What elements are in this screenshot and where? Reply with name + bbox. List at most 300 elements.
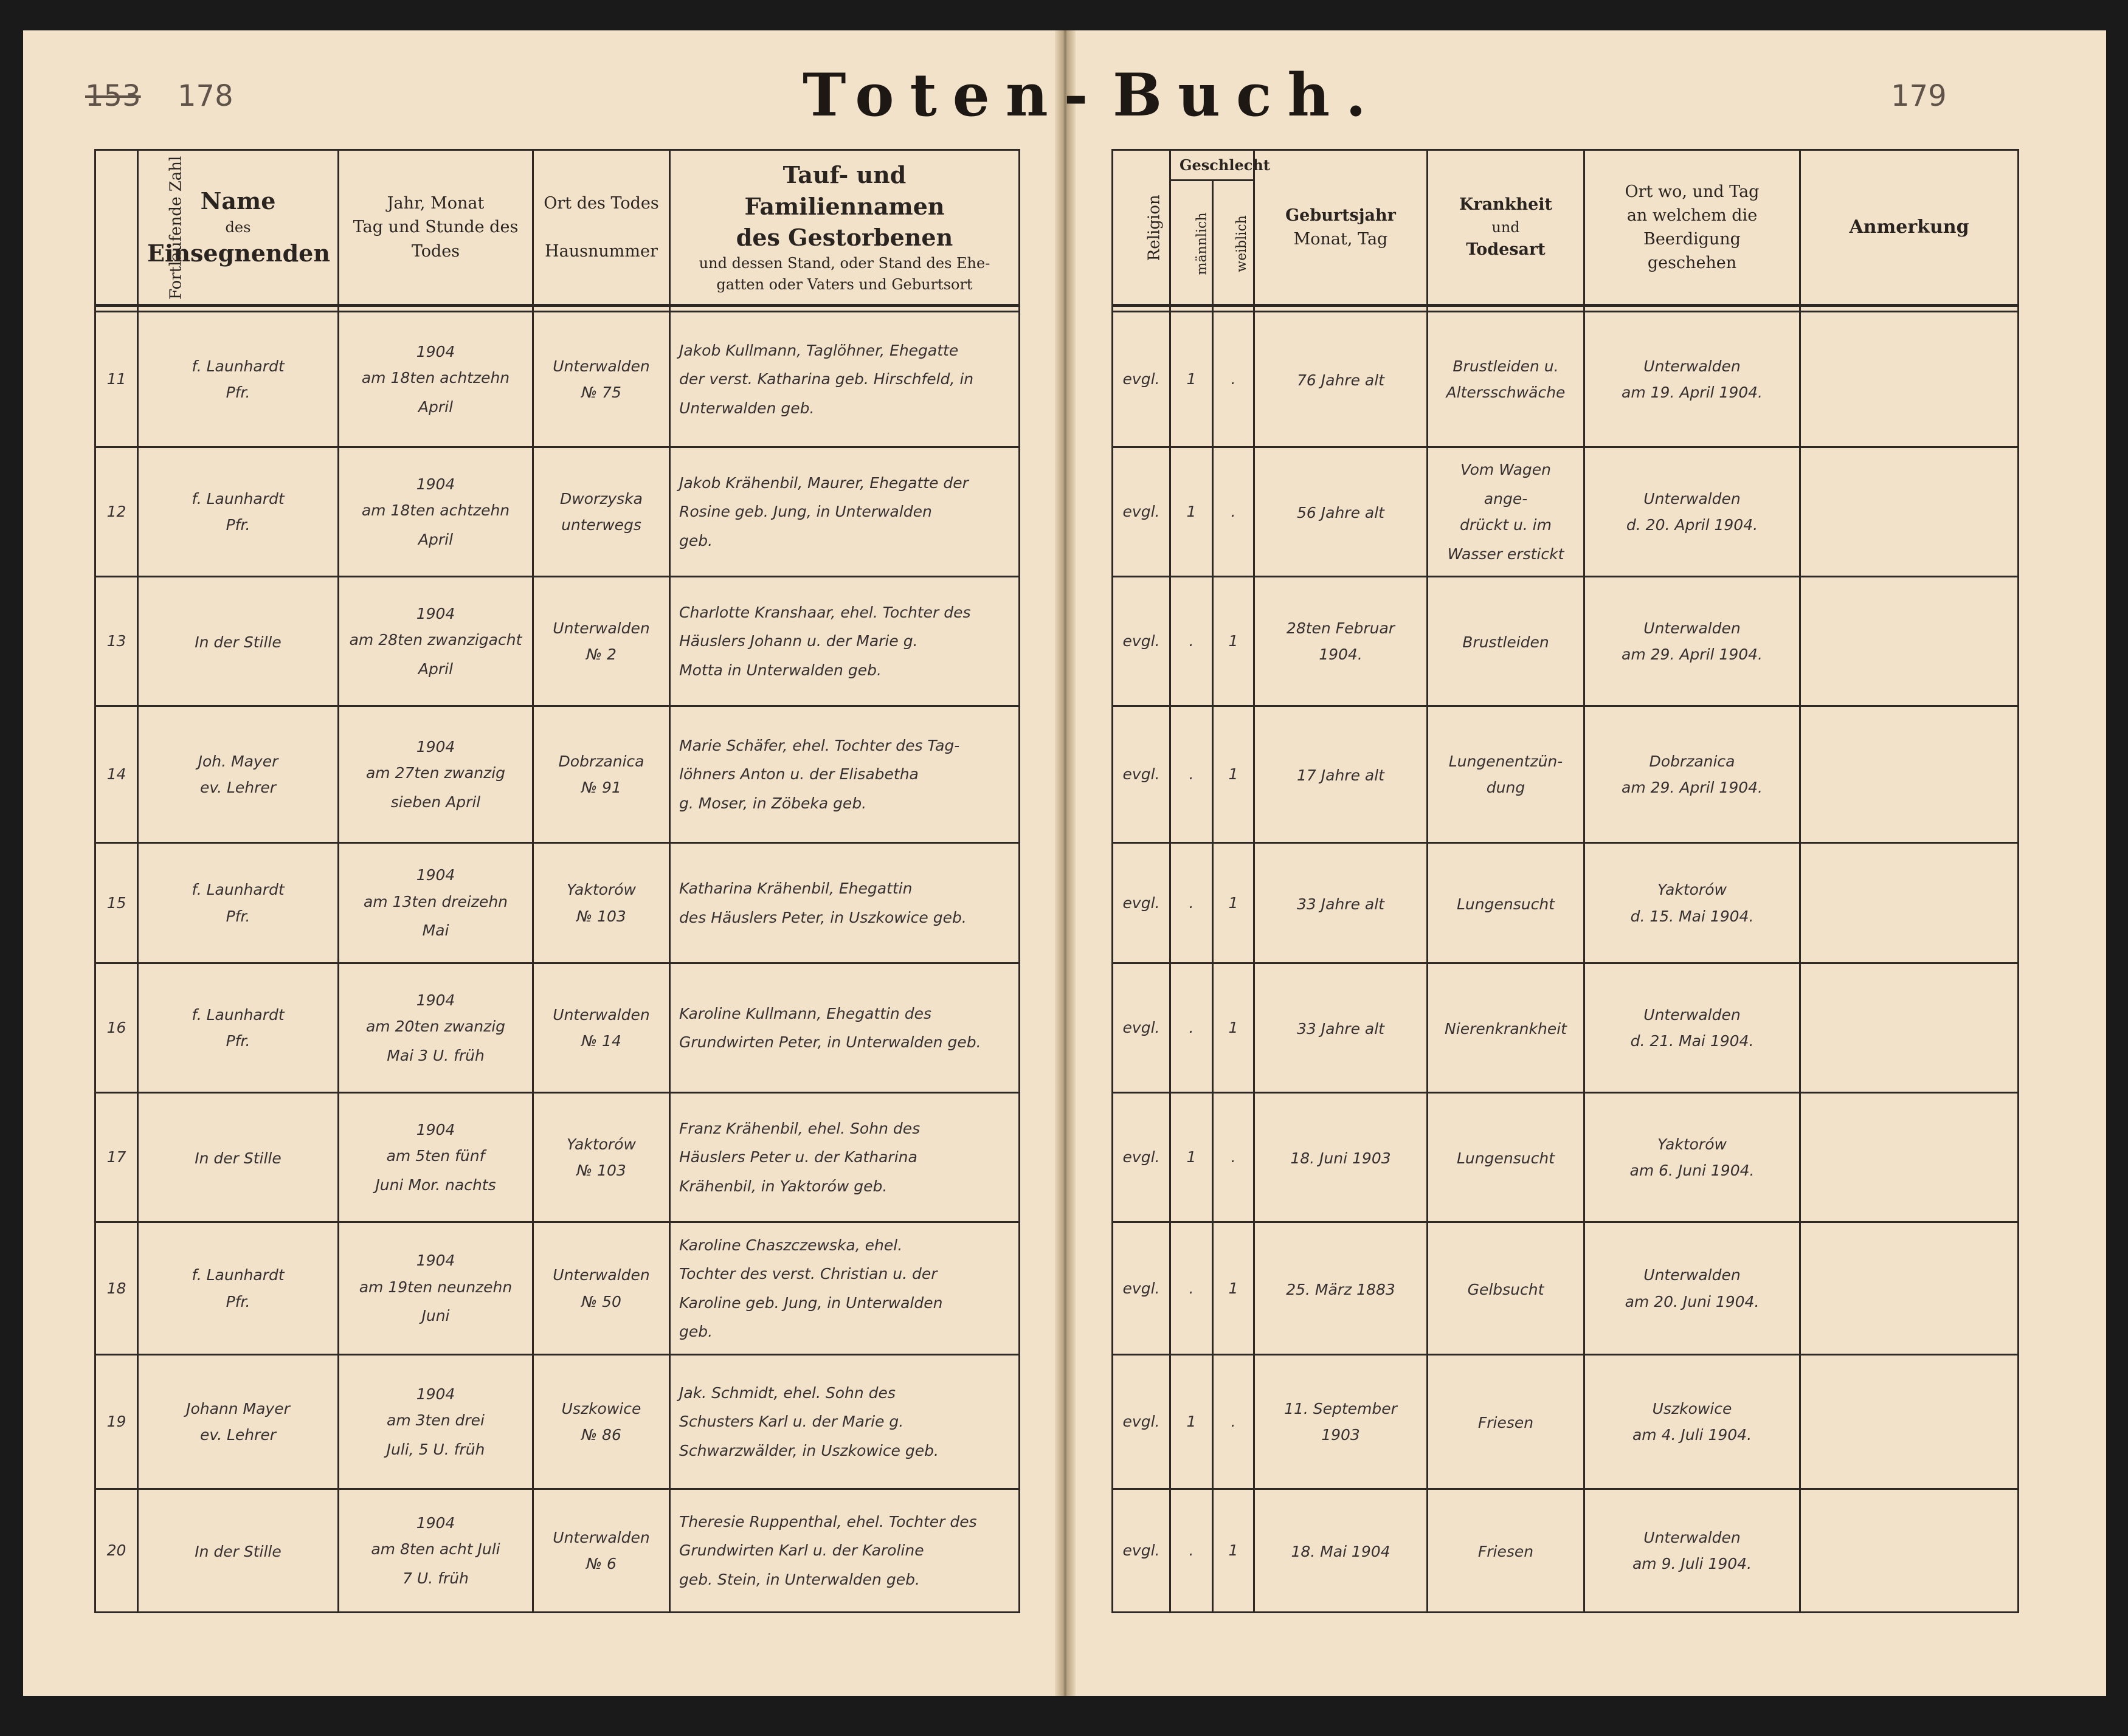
text-line: f. Launhardt bbox=[192, 489, 285, 508]
text-line: am 19ten neunzehn bbox=[359, 1278, 513, 1296]
text-line: sieben April bbox=[390, 793, 481, 811]
cell-religion: evgl. bbox=[1113, 706, 1170, 843]
cell-death-date bbox=[339, 706, 533, 843]
cell-male: . bbox=[1170, 1222, 1213, 1355]
text-line: Schwarzwälder, in Uszkowice geb. bbox=[679, 1441, 939, 1459]
header-male: männlich bbox=[1170, 180, 1213, 305]
text-line: № 14 bbox=[581, 1032, 621, 1050]
text-line: 33 Jahre alt bbox=[1297, 1020, 1384, 1038]
death-year: 1904 bbox=[416, 1120, 455, 1138]
left-page-number: 178 bbox=[178, 79, 233, 113]
text-line: Unterwalden bbox=[1643, 357, 1741, 375]
text-line: am 18ten achtzehn bbox=[361, 501, 510, 520]
header-sex: Geschlecht bbox=[1170, 150, 1254, 181]
cell-running-number: 12 bbox=[95, 447, 138, 577]
cell-burial bbox=[1584, 1355, 1800, 1489]
text-line: am 4. Juli 1904. bbox=[1632, 1426, 1752, 1444]
cell-death-date bbox=[339, 312, 533, 447]
text-line: am 8ten acht Juli bbox=[371, 1540, 500, 1559]
cell-death-date bbox=[339, 1222, 533, 1355]
death-year: 1904 bbox=[416, 1514, 455, 1532]
text-line: Lungensucht bbox=[1457, 895, 1555, 913]
cell-running-number: 13 bbox=[95, 577, 138, 706]
death-year: 1904 bbox=[416, 1385, 455, 1403]
text-line: Pfr. bbox=[226, 384, 250, 401]
text-line: № 50 bbox=[581, 1292, 621, 1311]
text-line: Grundwirten Peter, in Unterwalden geb. bbox=[679, 1033, 981, 1051]
cell-burial bbox=[1584, 1093, 1800, 1222]
text-line: 76 Jahre alt bbox=[1297, 371, 1384, 390]
text-line: Brustleiden u. bbox=[1453, 357, 1559, 375]
cell-death-place bbox=[533, 1355, 670, 1489]
cell-female: 1 bbox=[1213, 577, 1254, 706]
table-row bbox=[1113, 577, 2019, 706]
cell-female: . bbox=[1213, 1093, 1254, 1222]
cell-running-number: 18 bbox=[95, 1222, 138, 1355]
cell-birth bbox=[1254, 706, 1428, 843]
text-line: Unterwalden bbox=[1643, 1528, 1741, 1546]
cell-death-place bbox=[533, 1093, 670, 1222]
cell-illness bbox=[1428, 963, 1584, 1093]
cell-death-date bbox=[339, 447, 533, 577]
text-line: geb. bbox=[679, 1323, 713, 1340]
cell-running-number: 17 bbox=[95, 1093, 138, 1222]
cell-death-date bbox=[339, 1489, 533, 1613]
cell-birth bbox=[1254, 312, 1428, 447]
text-line: f. Launhardt bbox=[192, 357, 285, 375]
cell-female: . bbox=[1213, 447, 1254, 577]
text-line: Joh. Mayer bbox=[198, 752, 278, 770]
cell-death-place bbox=[533, 706, 670, 843]
text-line: Unterwalden bbox=[1643, 1005, 1741, 1024]
cell-officiant bbox=[138, 1355, 339, 1489]
text-line: Yaktorów bbox=[567, 1135, 636, 1153]
text-line: am 18ten achtzehn bbox=[361, 369, 510, 387]
text-line: Motta in Unterwalden geb. bbox=[679, 661, 882, 679]
cell-religion: evgl. bbox=[1113, 1222, 1170, 1355]
text-line: Theresie Ruppenthal, ehel. Tochter des bbox=[679, 1512, 977, 1531]
cell-officiant bbox=[138, 706, 339, 843]
text-line: der verst. Katharina geb. Hirschfeld, in bbox=[679, 370, 974, 388]
cell-remark bbox=[1800, 447, 2019, 577]
text-line: Marie Schäfer, ehel. Tochter des Tag- bbox=[679, 736, 960, 754]
text-line: Grundwirten Karl u. der Karoline bbox=[679, 1541, 924, 1560]
cell-male: 1 bbox=[1170, 312, 1213, 447]
cell-death-date bbox=[339, 1355, 533, 1489]
text-line: Lungensucht bbox=[1457, 1149, 1555, 1168]
text-line: Altersschwäche bbox=[1446, 384, 1566, 401]
cell-burial bbox=[1584, 1489, 1800, 1613]
text-line: am 27ten zwanzig bbox=[365, 764, 506, 782]
table-row bbox=[95, 447, 1020, 577]
text-line: Uszkowice bbox=[561, 1399, 641, 1417]
header-birth: Geburtsjahr Monat, Tag bbox=[1254, 150, 1428, 306]
text-line: Franz Krähenbil, ehel. Sohn des bbox=[679, 1119, 921, 1137]
text-line: Juni bbox=[421, 1307, 450, 1325]
title-left: Toten- bbox=[803, 61, 1104, 129]
cell-female: 1 bbox=[1213, 706, 1254, 843]
right-page-number: 179 bbox=[1891, 79, 1947, 113]
text-line: Unterwalden bbox=[1643, 619, 1741, 637]
text-line: 18. Juni 1903 bbox=[1290, 1149, 1391, 1168]
cell-illness bbox=[1428, 843, 1584, 963]
cell-illness bbox=[1428, 1222, 1584, 1355]
text-line: am 28ten zwanzigacht bbox=[349, 631, 522, 649]
death-year: 1904 bbox=[416, 1252, 455, 1270]
cell-religion: evgl. bbox=[1113, 1355, 1170, 1489]
text-line: Karoline Chaszczewska, ehel. bbox=[679, 1236, 903, 1254]
header-religion: Religion bbox=[1113, 150, 1170, 306]
cell-burial bbox=[1584, 312, 1800, 447]
cell-birth bbox=[1254, 1222, 1428, 1355]
cell-birth bbox=[1254, 963, 1428, 1093]
text-line: d. 21. Mai 1904. bbox=[1630, 1032, 1754, 1050]
header-death-date: Jahr, Monat Tag und Stunde des Todes bbox=[339, 150, 533, 306]
text-line: № 6 bbox=[586, 1555, 617, 1572]
cell-female: 1 bbox=[1213, 843, 1254, 963]
text-line: Friesen bbox=[1477, 1543, 1534, 1561]
cell-female: . bbox=[1213, 1355, 1254, 1489]
text-line: Unterwalden bbox=[553, 1005, 650, 1024]
text-line: f. Launhardt bbox=[192, 881, 285, 898]
cell-religion: evgl. bbox=[1113, 963, 1170, 1093]
text-line: Pfr. bbox=[226, 516, 250, 534]
cell-death-place bbox=[533, 1222, 670, 1355]
struck-page-number: 153 bbox=[85, 79, 141, 113]
cell-burial bbox=[1584, 963, 1800, 1093]
cell-burial bbox=[1584, 843, 1800, 963]
death-year: 1904 bbox=[416, 475, 455, 493]
text-line: Katharina Krähenbil, Ehegattin bbox=[679, 880, 913, 897]
text-line: Unterwalden bbox=[1643, 489, 1741, 508]
text-line: ev. Lehrer bbox=[199, 1426, 277, 1444]
cell-officiant bbox=[138, 577, 339, 706]
cell-death-date bbox=[339, 1093, 533, 1222]
text-line: № 103 bbox=[576, 1162, 626, 1179]
cell-officiant bbox=[138, 843, 339, 963]
ledger-right-table bbox=[1111, 149, 2019, 1613]
text-line: Häuslers Johann u. der Marie g. bbox=[679, 632, 918, 650]
ledger-left-table bbox=[94, 149, 1020, 1613]
table-row bbox=[95, 843, 1020, 963]
text-line: 11. September bbox=[1284, 1399, 1397, 1417]
text-line: Uszkowice bbox=[1652, 1399, 1732, 1417]
text-line: In der Stille bbox=[195, 633, 282, 652]
title-right: Buch. bbox=[1113, 61, 1382, 129]
text-line: April bbox=[418, 660, 454, 678]
text-line: Unterwalden bbox=[553, 1528, 650, 1546]
cell-religion: evgl. bbox=[1113, 843, 1170, 963]
cell-running-number: 11 bbox=[95, 312, 138, 447]
text-line: 33 Jahre alt bbox=[1297, 895, 1384, 913]
header-remark: Anmerkung bbox=[1800, 150, 2019, 306]
text-line: d. 15. Mai 1904. bbox=[1630, 907, 1754, 925]
text-line: Jakob Kullmann, Taglöhner, Ehegatte bbox=[679, 341, 959, 359]
text-line: Krähenbil, in Yaktorów geb. bbox=[679, 1177, 888, 1195]
cell-deceased bbox=[670, 312, 1020, 447]
text-line: Unterwalden bbox=[553, 619, 650, 637]
text-line: Juli, 5 U. früh bbox=[386, 1440, 485, 1458]
cell-birth bbox=[1254, 577, 1428, 706]
text-line: am 20ten zwanzig bbox=[365, 1018, 506, 1036]
cell-officiant bbox=[138, 447, 339, 577]
text-line: Karoline geb. Jung, in Unterwalden bbox=[679, 1293, 943, 1312]
cell-officiant bbox=[138, 1093, 339, 1222]
text-line: ev. Lehrer bbox=[199, 779, 277, 796]
cell-running-number: 15 bbox=[95, 843, 138, 963]
cell-deceased bbox=[670, 706, 1020, 843]
text-line: In der Stille bbox=[195, 1149, 282, 1168]
text-line: № 86 bbox=[581, 1426, 621, 1444]
table-row bbox=[1113, 312, 2019, 447]
text-line: g. Moser, in Zöbeka geb. bbox=[679, 794, 867, 812]
text-line: geb. Stein, in Unterwalden geb. bbox=[679, 1570, 920, 1588]
table-row bbox=[95, 1489, 1020, 1613]
cell-deceased bbox=[670, 1222, 1020, 1355]
table-row bbox=[1113, 447, 2019, 577]
table-row bbox=[95, 577, 1020, 706]
cell-officiant bbox=[138, 1222, 339, 1355]
cell-burial bbox=[1584, 577, 1800, 706]
cell-male: . bbox=[1170, 963, 1213, 1093]
cell-remark bbox=[1800, 843, 2019, 963]
table-row bbox=[95, 1222, 1020, 1355]
table-row bbox=[1113, 1093, 2019, 1222]
text-line: d. 20. April 1904. bbox=[1626, 516, 1758, 534]
text-line: Mai 3 U. früh bbox=[387, 1046, 485, 1064]
text-line: Juni Mor. nachts bbox=[375, 1176, 496, 1194]
text-line: Unterwalden bbox=[553, 1266, 650, 1284]
cell-remark bbox=[1800, 1489, 2019, 1613]
text-line: am 19. April 1904. bbox=[1622, 384, 1763, 401]
cell-male: 1 bbox=[1170, 1093, 1213, 1222]
cell-religion: evgl. bbox=[1113, 577, 1170, 706]
text-line: Rosine geb. Jung, in Unterwalden bbox=[679, 503, 932, 521]
text-line: Häuslers Peter u. der Katharina bbox=[679, 1148, 917, 1166]
cell-female: . bbox=[1213, 312, 1254, 447]
header-deceased: Tauf- und Familiennamen des Gestorbenen und dessen Stand, oder Stand des Ehe- gatten oder Vaters und Geburtsort bbox=[670, 150, 1020, 306]
cell-religion: evgl. bbox=[1113, 1489, 1170, 1613]
cell-male: 1 bbox=[1170, 1355, 1213, 1489]
cell-religion: evgl. bbox=[1113, 1093, 1170, 1222]
text-line: April bbox=[418, 398, 454, 416]
book-gutter bbox=[1055, 30, 1076, 1696]
text-line: Nierenkrankheit bbox=[1445, 1020, 1567, 1038]
header-death-place: Ort des Todes Hausnummer bbox=[533, 150, 670, 306]
text-line: Pfr. bbox=[226, 1032, 250, 1050]
cell-deceased bbox=[670, 1355, 1020, 1489]
table-row bbox=[95, 1355, 1020, 1489]
cell-birth bbox=[1254, 1355, 1428, 1489]
cell-male: . bbox=[1170, 577, 1213, 706]
text-line: Schusters Karl u. der Marie g. bbox=[679, 1413, 904, 1431]
text-line: № 2 bbox=[586, 646, 617, 663]
cell-female: 1 bbox=[1213, 1489, 1254, 1613]
cell-male: . bbox=[1170, 843, 1213, 963]
cell-male: . bbox=[1170, 1489, 1213, 1613]
text-line: f. Launhardt bbox=[192, 1266, 285, 1284]
cell-remark bbox=[1800, 577, 2019, 706]
cell-deceased bbox=[670, 1093, 1020, 1222]
death-year: 1904 bbox=[416, 737, 455, 756]
cell-deceased bbox=[670, 843, 1020, 963]
text-line: unterwegs bbox=[561, 516, 641, 534]
death-year: 1904 bbox=[416, 604, 455, 622]
text-line: Unterwalden bbox=[553, 357, 650, 375]
text-line: Dobrzanica bbox=[1649, 752, 1735, 770]
text-line: am 9. Juli 1904. bbox=[1632, 1555, 1752, 1572]
text-line: Yaktorów bbox=[1657, 881, 1727, 898]
cell-running-number: 20 bbox=[95, 1489, 138, 1613]
text-line: Pfr. bbox=[226, 907, 250, 925]
header-burial: Ort wo, und Tag an welchem die Beerdigung geschehen bbox=[1584, 150, 1800, 306]
death-year: 1904 bbox=[416, 866, 455, 884]
cell-officiant bbox=[138, 1489, 339, 1613]
cell-deceased bbox=[670, 1489, 1020, 1613]
cell-illness bbox=[1428, 1355, 1584, 1489]
text-line: Pfr. bbox=[226, 1292, 250, 1311]
cell-remark bbox=[1800, 963, 2019, 1093]
text-line: Yaktorów bbox=[567, 881, 636, 898]
text-line: 25. März 1883 bbox=[1286, 1280, 1395, 1298]
text-line: Unterwalden bbox=[1643, 1266, 1741, 1284]
cell-death-place bbox=[533, 577, 670, 706]
cell-running-number: 16 bbox=[95, 963, 138, 1093]
text-line: Mai bbox=[422, 921, 449, 940]
cell-deceased bbox=[670, 447, 1020, 577]
table-row bbox=[95, 312, 1020, 447]
table-row bbox=[95, 706, 1020, 843]
text-line: am 29. April 1904. bbox=[1622, 646, 1763, 663]
text-line: Vom Wagen ange- bbox=[1460, 461, 1551, 508]
text-line: 18. Mai 1904 bbox=[1291, 1543, 1390, 1561]
cell-birth bbox=[1254, 1093, 1428, 1222]
text-line: Lungenentzün- bbox=[1448, 752, 1563, 770]
text-line: Gelbsucht bbox=[1467, 1280, 1544, 1298]
text-line: geb. bbox=[679, 531, 713, 549]
cell-remark bbox=[1800, 1355, 2019, 1489]
header-illness: Krankheit und Todesart bbox=[1428, 150, 1584, 306]
header-female: weiblich bbox=[1213, 180, 1254, 305]
cell-burial bbox=[1584, 1222, 1800, 1355]
text-line: 28ten Februar bbox=[1286, 619, 1395, 637]
table-row bbox=[1113, 1355, 2019, 1489]
text-line: am 20. Juni 1904. bbox=[1625, 1292, 1760, 1311]
text-line: Tochter des verst. Christian u. der bbox=[679, 1265, 938, 1283]
text-line: Yaktorów bbox=[1657, 1135, 1727, 1153]
cell-death-place bbox=[533, 963, 670, 1093]
cell-illness bbox=[1428, 1489, 1584, 1613]
table-row bbox=[1113, 843, 2019, 963]
cell-deceased bbox=[670, 963, 1020, 1093]
cell-remark bbox=[1800, 706, 2019, 843]
text-line: Jakob Krähenbil, Maurer, Ehegatte der bbox=[679, 474, 969, 492]
cell-female: 1 bbox=[1213, 963, 1254, 1093]
cell-death-place bbox=[533, 1489, 670, 1613]
text-line: am 5ten fünf bbox=[386, 1147, 485, 1165]
cell-death-place bbox=[533, 843, 670, 963]
text-line: April bbox=[418, 530, 454, 548]
death-year: 1904 bbox=[416, 342, 455, 360]
death-year: 1904 bbox=[416, 991, 455, 1009]
cell-religion: evgl. bbox=[1113, 447, 1170, 577]
header-running-number: Fortlaufende Zahl bbox=[95, 150, 138, 306]
text-line: № 75 bbox=[581, 384, 621, 401]
text-line: № 91 bbox=[581, 779, 621, 796]
cell-illness bbox=[1428, 577, 1584, 706]
text-line: am 13ten dreizehn bbox=[363, 892, 508, 911]
cell-illness bbox=[1428, 706, 1584, 843]
table-row bbox=[1113, 706, 2019, 843]
cell-female: 1 bbox=[1213, 1222, 1254, 1355]
text-line: Dworzyska bbox=[559, 489, 643, 508]
cell-birth bbox=[1254, 843, 1428, 963]
text-line: dung bbox=[1486, 779, 1525, 796]
text-line: 7 U. früh bbox=[402, 1569, 469, 1587]
table-row bbox=[1113, 1222, 2019, 1355]
text-line: drückt u. im bbox=[1459, 516, 1552, 534]
text-line: № 103 bbox=[576, 907, 626, 925]
text-line: f. Launhardt bbox=[192, 1005, 285, 1024]
text-line: Wasser erstickt bbox=[1447, 545, 1564, 563]
cell-running-number: 14 bbox=[95, 706, 138, 843]
cell-running-number: 19 bbox=[95, 1355, 138, 1489]
text-line: Friesen bbox=[1477, 1414, 1534, 1432]
table-row bbox=[95, 1093, 1020, 1222]
table-row bbox=[95, 963, 1020, 1093]
cell-remark bbox=[1800, 312, 2019, 447]
text-line: am 29. April 1904. bbox=[1622, 779, 1763, 796]
table-row bbox=[1113, 1489, 2019, 1613]
cell-male: 1 bbox=[1170, 447, 1213, 577]
text-line: am 3ten drei bbox=[387, 1411, 485, 1430]
text-line: 1903 bbox=[1321, 1426, 1360, 1444]
cell-burial bbox=[1584, 706, 1800, 843]
cell-birth bbox=[1254, 447, 1428, 577]
text-line: Karoline Kullmann, Ehegattin des bbox=[679, 1004, 932, 1022]
cell-officiant bbox=[138, 963, 339, 1093]
cell-death-date bbox=[339, 963, 533, 1093]
text-line: Jak. Schmidt, ehel. Sohn des bbox=[679, 1383, 896, 1402]
cell-death-date bbox=[339, 843, 533, 963]
cell-birth bbox=[1254, 1489, 1428, 1613]
cell-illness bbox=[1428, 312, 1584, 447]
cell-death-place bbox=[533, 312, 670, 447]
cell-religion: evgl. bbox=[1113, 312, 1170, 447]
cell-burial bbox=[1584, 447, 1800, 577]
table-row bbox=[1113, 963, 2019, 1093]
text-line: In der Stille bbox=[195, 1543, 282, 1561]
text-line: am 6. Juni 1904. bbox=[1629, 1162, 1755, 1179]
text-line: Unterwalden geb. bbox=[679, 399, 815, 417]
cell-remark bbox=[1800, 1222, 2019, 1355]
text-line: Brustleiden bbox=[1462, 633, 1549, 652]
header-officiant: Name des Einsegnenden bbox=[138, 150, 339, 306]
cell-illness bbox=[1428, 447, 1584, 577]
text-line: 1904. bbox=[1319, 646, 1363, 663]
text-line: Charlotte Kranshaar, ehel. Tochter des bbox=[679, 603, 971, 621]
text-line: 17 Jahre alt bbox=[1297, 766, 1384, 785]
cell-male: . bbox=[1170, 706, 1213, 843]
text-line: löhners Anton u. der Elisabetha bbox=[679, 765, 919, 784]
cell-deceased bbox=[670, 577, 1020, 706]
cell-death-place bbox=[533, 447, 670, 577]
text-line: des Häuslers Peter, in Uszkowice geb. bbox=[679, 908, 967, 926]
text-line: Johann Mayer bbox=[186, 1399, 290, 1417]
cell-remark bbox=[1800, 1093, 2019, 1222]
text-line: 56 Jahre alt bbox=[1297, 504, 1384, 522]
cell-illness bbox=[1428, 1093, 1584, 1222]
